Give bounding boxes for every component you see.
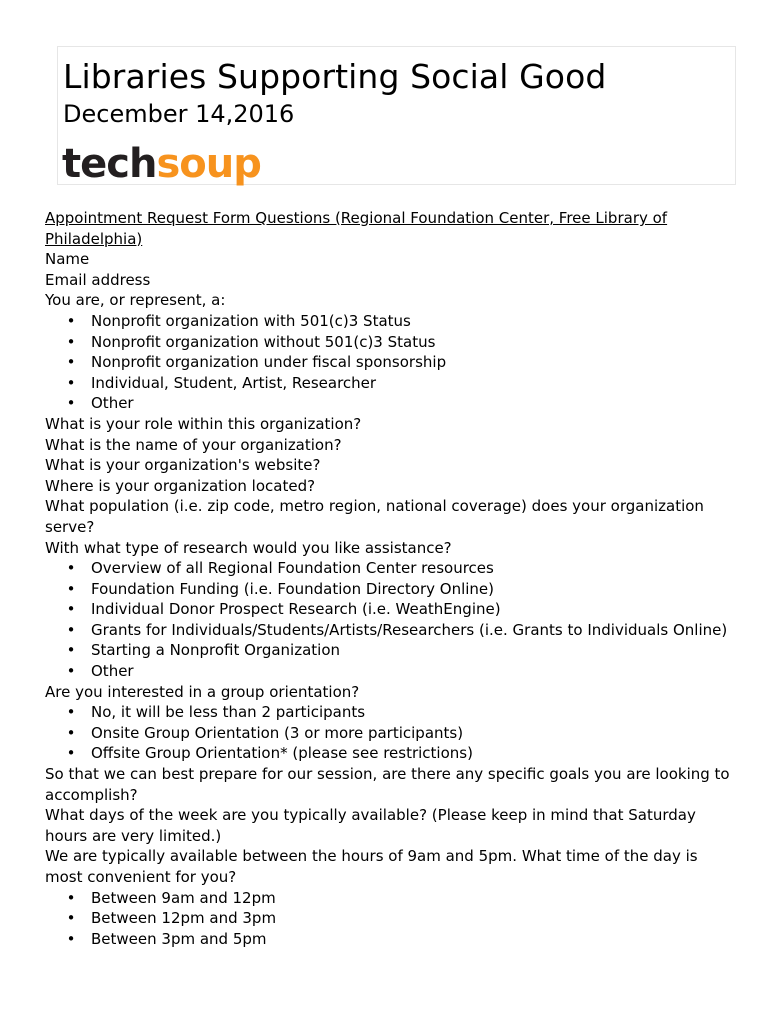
question-research: With what type of research would you like assistance?: [45, 538, 452, 557]
logo-text-tech: tech: [62, 141, 157, 187]
bullet-icon: •: [66, 662, 76, 681]
option-text: Nonprofit organization without 501(c)3 Status: [91, 332, 436, 351]
option-text: Individual Donor Prospect Research (i.e. WeathEngine): [91, 600, 501, 619]
bullet-icon: •: [66, 909, 76, 928]
question-location: Where is your organization located?: [45, 476, 316, 495]
bullet-icon: •: [66, 641, 76, 660]
list-item: [45, 373, 735, 394]
list-item: [45, 661, 735, 682]
list-item: [45, 599, 735, 620]
question-represent: You are, or represent, a:: [45, 291, 226, 310]
bullet-icon: •: [66, 620, 76, 639]
bullet-icon: •: [66, 559, 76, 578]
option-text: Individual, Student, Artist, Researcher: [91, 373, 377, 392]
option-text: Starting a Nonprofit Organization: [91, 641, 341, 660]
option-text: Other: [91, 662, 134, 681]
time-options-list: [45, 888, 735, 950]
question-time: We are typically available between the hours of 9am and 5pm. What time of the day is most convenient for you?: [45, 847, 698, 886]
represent-options-list: [45, 311, 735, 414]
list-item: [45, 723, 735, 744]
bullet-icon: •: [66, 332, 76, 351]
option-text: Between 12pm and 3pm: [91, 909, 277, 928]
option-text: Grants for Individuals/Students/Artists/Researchers (i.e. Grants to Individuals Online): [91, 620, 728, 639]
question-website: What is your organization's website?: [45, 456, 321, 475]
list-item: [45, 311, 735, 332]
list-item: [45, 702, 735, 723]
bullet-icon: •: [66, 353, 76, 372]
form-questions: [45, 208, 735, 949]
list-item: [45, 332, 735, 353]
list-item: [45, 888, 735, 909]
logo-text-soup: soup: [156, 141, 261, 187]
form-heading: Appointment Request Form Questions (Regional Foundation Center, Free Library of Philadelphia): [45, 209, 668, 248]
option-text: Nonprofit organization under fiscal sponsorship: [91, 353, 447, 372]
option-text: Between 9am and 12pm: [91, 888, 276, 907]
list-item: [45, 393, 735, 414]
question-name: Name: [45, 250, 90, 269]
page-title: Libraries Supporting Social Good: [63, 57, 607, 96]
question-group: Are you interested in a group orientation?: [45, 682, 360, 701]
group-options-list: [45, 702, 735, 764]
techsoup-logo: [62, 143, 261, 185]
list-item: [45, 352, 735, 373]
list-item: [45, 640, 735, 661]
bullet-icon: •: [66, 888, 76, 907]
question-goals: So that we can best prepare for our session, are there any specific goals you are looking to accomplish?: [45, 765, 730, 804]
list-item: [45, 908, 735, 929]
bullet-icon: •: [66, 579, 76, 598]
option-text: Nonprofit organization with 501(c)3 Status: [91, 311, 411, 330]
bullet-icon: •: [66, 311, 76, 330]
research-options-list: [45, 558, 735, 682]
option-text: Onsite Group Orientation (3 or more participants): [91, 723, 464, 742]
bullet-icon: •: [66, 373, 76, 392]
question-role: What is your role within this organization?: [45, 414, 362, 433]
question-population: What population (i.e. zip code, metro region, national coverage) does your organization serve?: [45, 497, 704, 536]
bullet-icon: •: [66, 394, 76, 413]
option-text: Offsite Group Orientation* (please see restrictions): [91, 744, 473, 763]
option-text: Other: [91, 394, 134, 413]
bullet-icon: •: [66, 600, 76, 619]
list-item: [45, 929, 735, 950]
option-text: Between 3pm and 5pm: [91, 929, 267, 948]
list-item: [45, 743, 735, 764]
bullet-icon: •: [66, 744, 76, 763]
question-days: What days of the week are you typically available? (Please keep in mind that Saturday hours are very limited.): [45, 806, 696, 845]
option-text: Overview of all Regional Foundation Center resources: [91, 559, 494, 578]
option-text: No, it will be less than 2 participants: [91, 703, 366, 722]
option-text: Foundation Funding (i.e. Foundation Directory Online): [91, 579, 494, 598]
event-date: December 14,2016: [63, 100, 295, 128]
question-email: Email address: [45, 270, 151, 289]
bullet-icon: •: [66, 929, 76, 948]
list-item: [45, 620, 735, 641]
bullet-icon: •: [66, 723, 76, 742]
list-item: [45, 579, 735, 600]
list-item: [45, 558, 735, 579]
bullet-icon: •: [66, 703, 76, 722]
header-box: [57, 46, 736, 185]
question-org-name: What is the name of your organization?: [45, 435, 342, 454]
